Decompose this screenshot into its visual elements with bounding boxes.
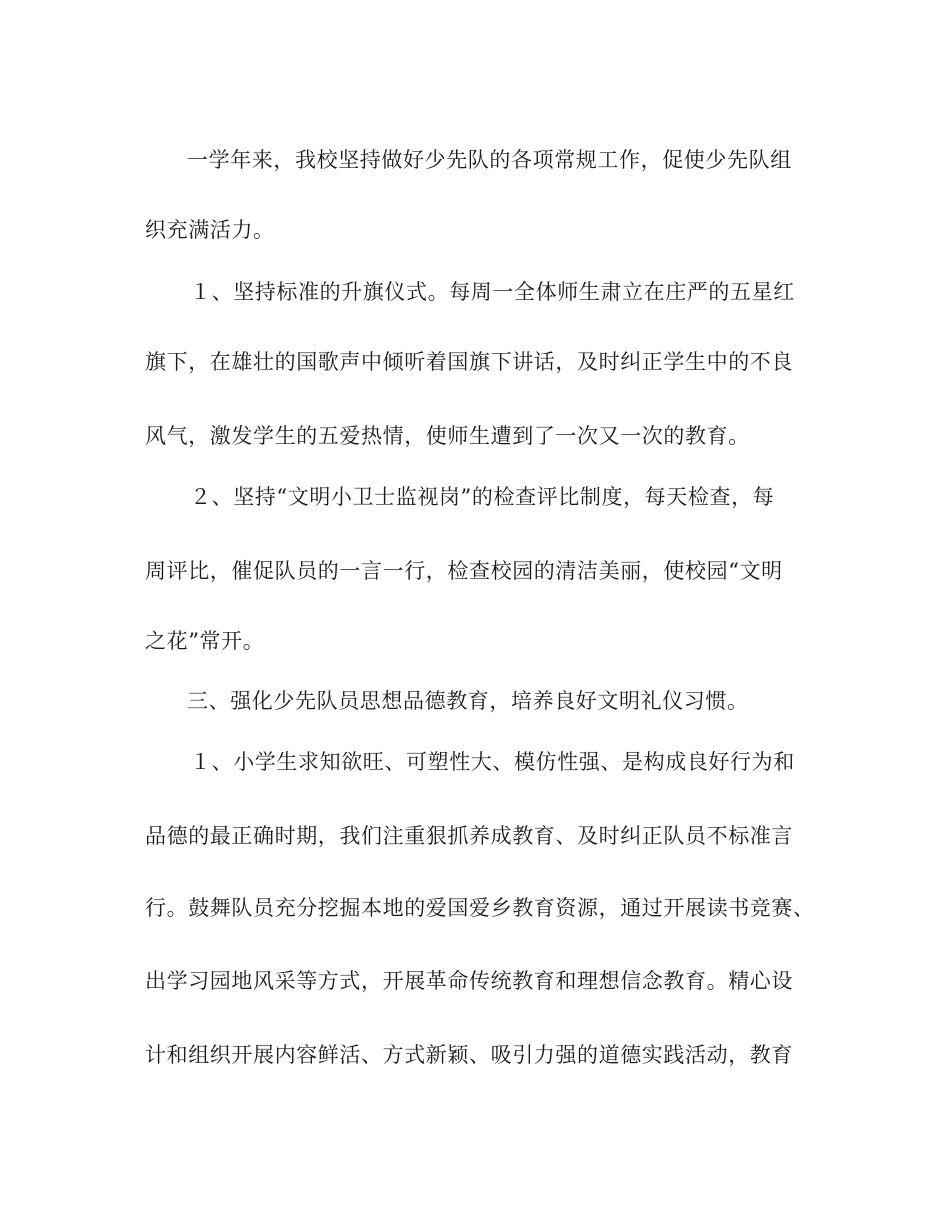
paragraph-line: 行。鼓舞队员充分挖掘本地的爱国爱乡教育资源，通过开展读书竞赛、	[145, 896, 815, 920]
paragraph-line: 出学习园地风采等方式，开展革命传统教育和理想信念教育。精心设	[145, 969, 793, 993]
paragraph-line: 计和组织开展内容鲜活、方式新颖、吸引力强的道德实践活动，教育	[145, 1043, 793, 1067]
paragraph-line: １、坚持标准的升旗仪式。每周一全体师生肃立在庄严的五星红	[190, 280, 795, 304]
paragraph-line: 风气，激发学生的五爱热情，使师生遭到了一次又一次的教育。	[145, 424, 750, 448]
paragraph-line: 旗下，在雄壮的国歌声中倾听着国旗下讲话，及时纠正学生中的不良	[145, 350, 793, 374]
paragraph-line: 之花”常开。	[145, 629, 265, 653]
paragraph-line: 品德的最正确时期，我们注重狠抓养成教育、及时纠正队员不标准言	[145, 824, 793, 848]
paragraph-line: １、小学生求知欲旺、可塑性大、模仿性强、是构成良好行为和	[190, 750, 795, 774]
paragraph-line: 一学年来，我校坚持做好少先队的各项常规工作，促使少先队组	[187, 148, 792, 172]
paragraph-line: ２、坚持“文明小卫士监视岗”的检查评比制度，每天检查，每	[190, 485, 775, 509]
section-heading: 三、强化少先队员思想品德教育，培养良好文明礼仪习惯。	[187, 689, 749, 713]
paragraph-line: 织充满活力。	[145, 218, 275, 242]
paragraph-line: 周评比，催促队员的一言一行，检查校园的清洁美丽，使校园“文明	[145, 559, 783, 583]
